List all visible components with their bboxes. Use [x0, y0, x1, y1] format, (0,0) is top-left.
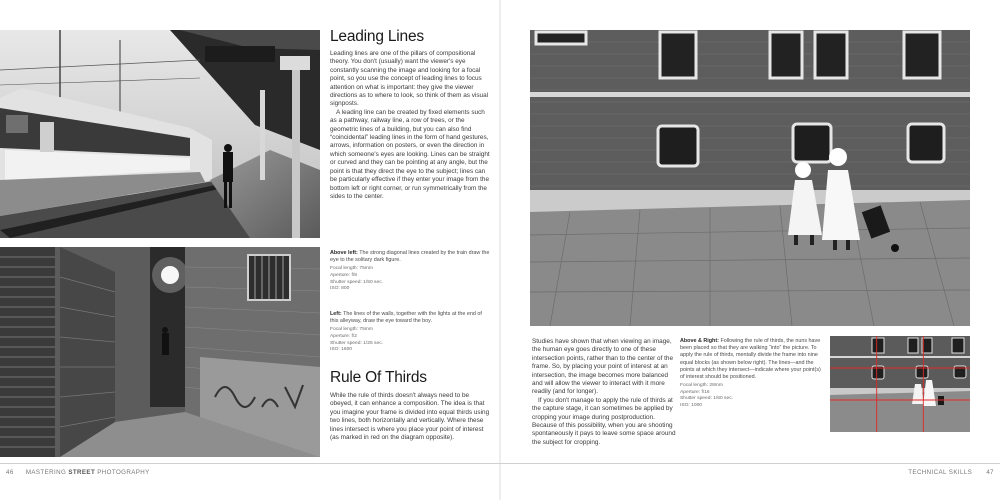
footer-rule-right: [500, 463, 1000, 464]
camera-specs: [680, 383, 824, 409]
footer-left: [6, 469, 150, 476]
spec-iso: ISO: 1000: [680, 403, 703, 408]
paragraph: While the rule of thirds doesn't always need to be obeyed, it can enhance a composition. The idea is that you imagine your frame is divided into equal thirds using two lines, both horizontally and vertically. Where these lines intersect is where you place your point of interest (as marked in red on the diagram opposite).: [330, 392, 490, 442]
gutter: [499, 0, 501, 500]
heading-leading-lines: Leading Lines: [330, 28, 424, 45]
spec-aperture: Aperture: f/2: [330, 334, 357, 339]
camera-specs: [330, 327, 490, 353]
spec-iso: ISO: 1600: [330, 347, 353, 353]
page-number-right: 47: [986, 469, 994, 476]
spec-aperture: Aperture: f/8: [330, 273, 357, 278]
caption-label: Above left:: [330, 250, 358, 256]
caption-above-right: [680, 338, 824, 410]
book-title-post: PHOTOGRAPHY: [97, 469, 150, 476]
caption-left: [330, 311, 490, 354]
caption-label: Left:: [330, 311, 342, 317]
spec-iso: ISO: 800: [330, 286, 350, 292]
book-title-strong: STREET: [68, 469, 96, 476]
caption-label: Above & Right:: [680, 338, 719, 344]
paragraph: If you don't manage to apply the rule of thirds at the capture stage, it can sometimes be applied by cropping your image during postproduction. Because of this possibility, when you are shooting spontaneously it pays to leave some space around the subject for cropping.: [532, 396, 676, 446]
paragraph: A leading line can be created by fixed elements such as a pathway, railway line, a row of trees, or the geometric lines of a building, but you can also find “coincidental” leading lines in the form of hand gestures, arrows, information on posters, or even the direction in which someone's eyes are looking. Lines can be straight or curved and they can be pointing at any angle, but the point is that they direct the eye to the subject; lines can be particularly effective if they enter your image from the bottom left or right corner, or run symmetrically from the sides to the center.: [330, 108, 490, 200]
right-page-body: [532, 338, 680, 447]
caption-text: The lines of the walls, together with the lights at the end of this alleyway, draw the eye toward the boy.: [330, 311, 482, 325]
spec-focal: Focal length: 28mm: [680, 383, 723, 389]
footer-right: [908, 469, 994, 476]
spec-focal: Focal length: 75mm: [330, 266, 373, 272]
camera-specs: [330, 266, 490, 292]
photo-alleyway: [0, 247, 320, 457]
page-number-left: 46: [6, 469, 14, 476]
footer-rule-left: [0, 463, 500, 464]
spec-shutter: Shutter speed: 1/25 sec.: [330, 340, 384, 346]
spec-shutter: Shutter speed: 1/60 sec.: [680, 396, 734, 402]
caption-above-left: [330, 250, 490, 293]
caption-text: Following the rule of thirds, the nuns have been placed so that they are walking “into” the picture. To apply the rule of thirds, mentally divide the frame into nine equal blocks (as shown below right). The lines—and the points at which they intersect—indicate where your point(s) of interest should be positioned.: [680, 338, 821, 381]
rule-of-thirds-body: [330, 392, 490, 442]
spec-focal: Focal length: 75mm: [330, 327, 373, 333]
paragraph: Studies have shown that when viewing an image, the human eye goes directly to one of these intersection points, rather than to the center of the frame. So, by placing your point of interest at an intersection, the image becomes more balanced and will allow the viewer to interact with it more readily (and for longer).: [532, 338, 674, 396]
spec-shutter: Shutter speed: 1/50 sec.: [330, 279, 384, 285]
spec-aperture: Aperture: f/16: [680, 389, 710, 395]
book-title-pre: MASTERING: [25, 469, 67, 476]
caption-text: The strong diagonal lines created by the train draw the eye to the solitary dark figure.: [330, 250, 490, 264]
paragraph: Leading lines are one of the pillars of compositional theory. You don't (usually) want the viewer's eye constantly scanning the image and looking for a focal point, so you use the concept of leading lines to focus attention on what is important: they give the viewer directions as to where to look, so think of them as visual signposts.: [330, 50, 489, 108]
photo-train-platform: [0, 30, 320, 238]
section-title: TECHNICAL SKILLS: [908, 469, 973, 476]
leading-lines-body: [330, 50, 490, 201]
heading-rule-of-thirds: Rule Of Thirds: [330, 369, 427, 386]
photo-nuns-walking: [530, 30, 970, 326]
photo-rule-of-thirds-diagram: [830, 336, 970, 432]
